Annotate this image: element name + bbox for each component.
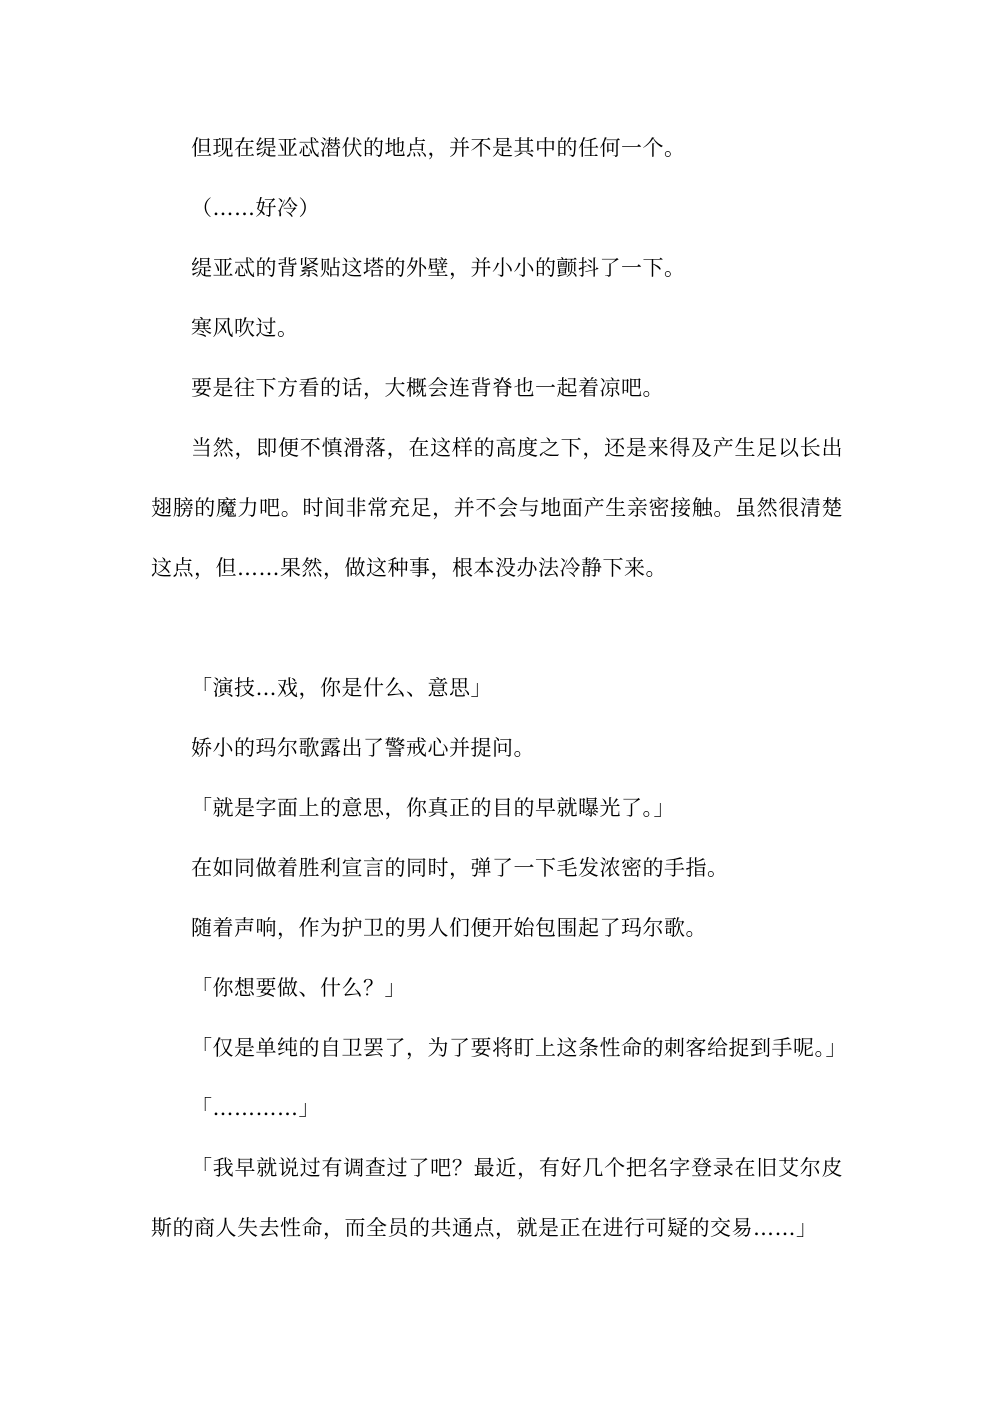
paragraph: 「仅是单纯的自卫罢了，为了要将盯上这条性命的刺客给捉到手呢。」 [191, 1036, 847, 1060]
body-text [151, 118, 847, 1258]
paragraph: （……好冷） [191, 196, 320, 220]
paragraph: 娇小的玛尔歌露出了警戒心并提问。 [191, 736, 535, 760]
paragraph: 随着声响，作为护卫的男人们便开始包围起了玛尔歌。 [191, 916, 707, 940]
paragraph: 「你想要做、什么？」 [191, 976, 406, 1000]
paragraph: 但现在缇亚忒潜伏的地点，并不是其中的任何一个。 [191, 136, 686, 160]
paragraph: 「…………」 [191, 1096, 320, 1120]
paragraph: 在如同做着胜利宣言的同时，弹了一下毛发浓密的手指。 [191, 856, 729, 880]
paragraph: 「就是字面上的意思，你真正的目的早就曝光了。」 [191, 796, 675, 820]
paragraph: 寒风吹过。 [191, 316, 299, 340]
paragraph: 要是往下方看的话，大概会连背脊也一起着凉吧。 [191, 376, 664, 400]
paragraph: 缇亚忒的背紧贴这塔的外壁，并小小的颤抖了一下。 [191, 256, 686, 280]
paragraph: 「我早就说过有调查过了吧？最近，有好几个把名字登录在旧艾尔皮斯的商人失去性命，而全员的共通点，就是正在进行可疑的交易……」 [151, 1156, 843, 1240]
section-break [151, 598, 843, 658]
paragraph: 「演技…戏，你是什么、意思」 [191, 676, 492, 700]
paragraph: 当然，即便不慎滑落，在这样的高度之下，还是来得及产生足以长出翅膀的魔力吧。时间非常充足，并不会与地面产生亲密接触。虽然很清楚这点，但……果然，做这种事，根本没办法冷静下来。 [151, 436, 843, 580]
